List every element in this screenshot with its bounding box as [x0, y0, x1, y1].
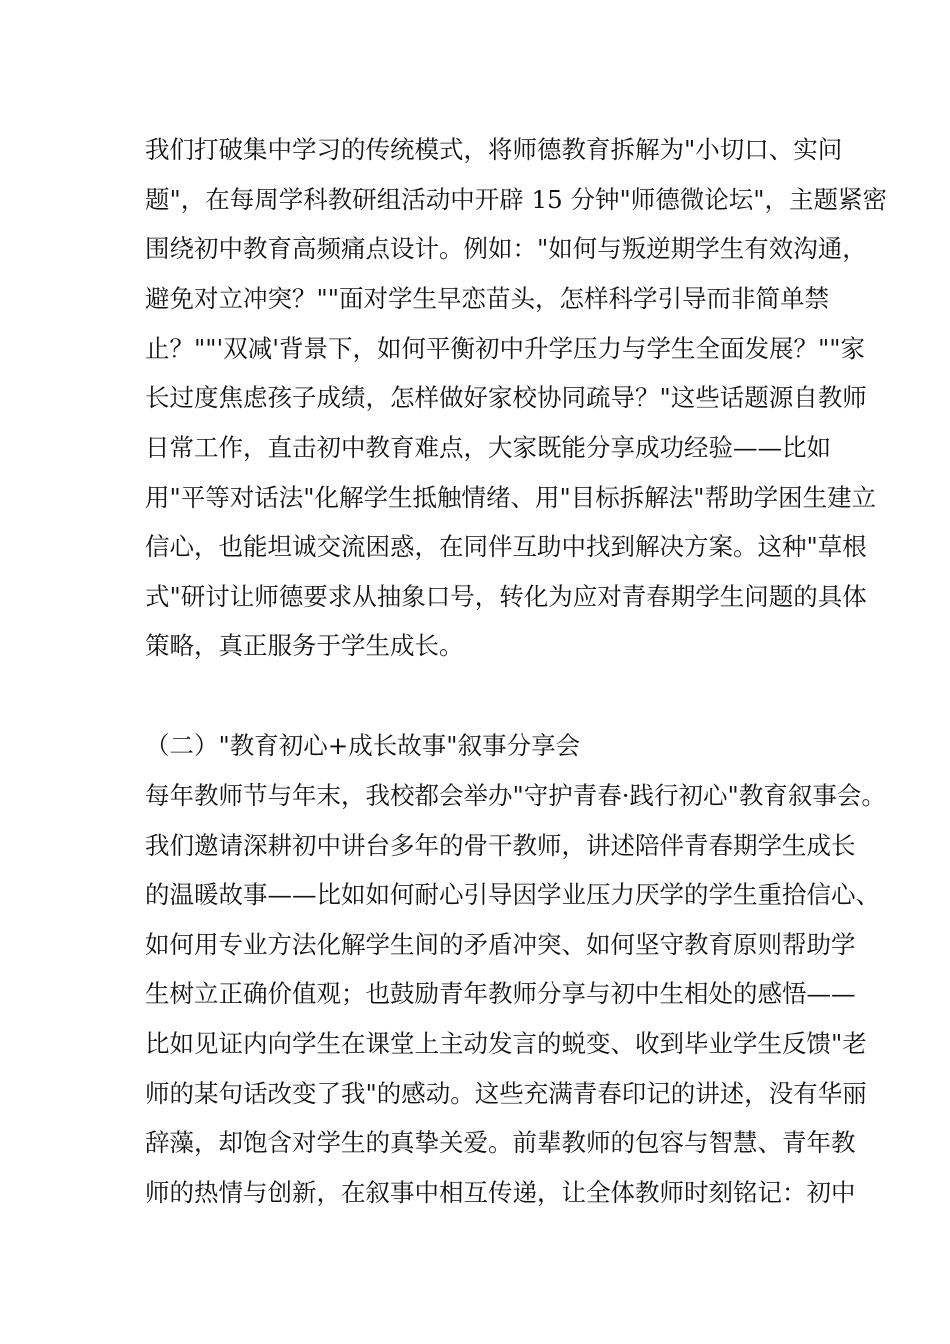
paragraph-line: 策略，真正服务于学生成长。 [145, 631, 464, 660]
paragraph-line: 生树立正确价值观；也鼓励青年教师分享与初中生相处的感悟—— [145, 979, 856, 1008]
paragraph-line: 题"，在每周学科教研组活动中开辟 15 分钟"师德微论坛"，主题紧密 [145, 185, 888, 214]
paragraph-line: 的温暖故事——比如如何耐心引导因学业压力厌学的学生重拾信心、 [145, 880, 880, 909]
paragraph-line: 我们邀请深耕初中讲台多年的骨干教师，讲述陪伴青春期学生成长 [145, 831, 856, 860]
paragraph-line: 长过度焦虑孩子成绩，怎样做好家校协同疏导？"这些话题源自教师 [145, 383, 867, 412]
paragraph-line: 师的某句话改变了我"的感动。这些充满青春印记的讲述，没有华丽 [145, 1079, 867, 1108]
paragraph-line: 辞藻，却饱含对学生的真挚关爱。前辈教师的包容与智慧、青年教 [145, 1128, 856, 1157]
paragraph-line: 比如见证内向学生在课堂上主动发言的蜕变、收到毕业学生反馈"老 [145, 1029, 867, 1058]
paragraph-line: 每年教师节与年末，我校都会举办"守护青春·践行初心"教育叙事会。 [145, 781, 886, 810]
paragraph-line: 避免对立冲突？""面对学生早恋苗头，怎样科学引导而非简单禁 [145, 284, 830, 313]
paragraph-line: 式"研讨让师德要求从抽象口号，转化为应对青春期学生问题的具体 [145, 582, 867, 611]
paragraph-line: 用"平等对话法"化解学生抵触情绪、用"目标拆解法"帮助学困生建立 [145, 483, 877, 512]
paragraph-line: 如何用专业方法化解学生间的矛盾冲突、如何坚守教育原则帮助学 [145, 930, 856, 959]
paragraph-line: 信心，也能坦诚交流困惑，在同伴互助中找到解决方案。这种"草根 [145, 532, 867, 561]
paragraph-line: 我们打破集中学习的传统模式，将师德教育拆解为"小切口、实问 [145, 135, 843, 164]
paragraph-line: 围绕初中教育高频痛点设计。例如："如何与叛逆期学生有效沟通， [145, 234, 867, 263]
paragraph-line: 止？""'双减'背景下，如何平衡初中升学压力与学生全面发展？""家 [145, 334, 866, 363]
paragraph-line: 日常工作，直击初中教育难点，大家既能分享成功经验——比如 [145, 433, 831, 462]
paragraph-line: 师的热情与创新，在叙事中相互传递，让全体教师时刻铭记：初中 [145, 1178, 856, 1207]
section-heading: （二）"教育初心+成长故事"叙事分享会 [145, 731, 581, 760]
